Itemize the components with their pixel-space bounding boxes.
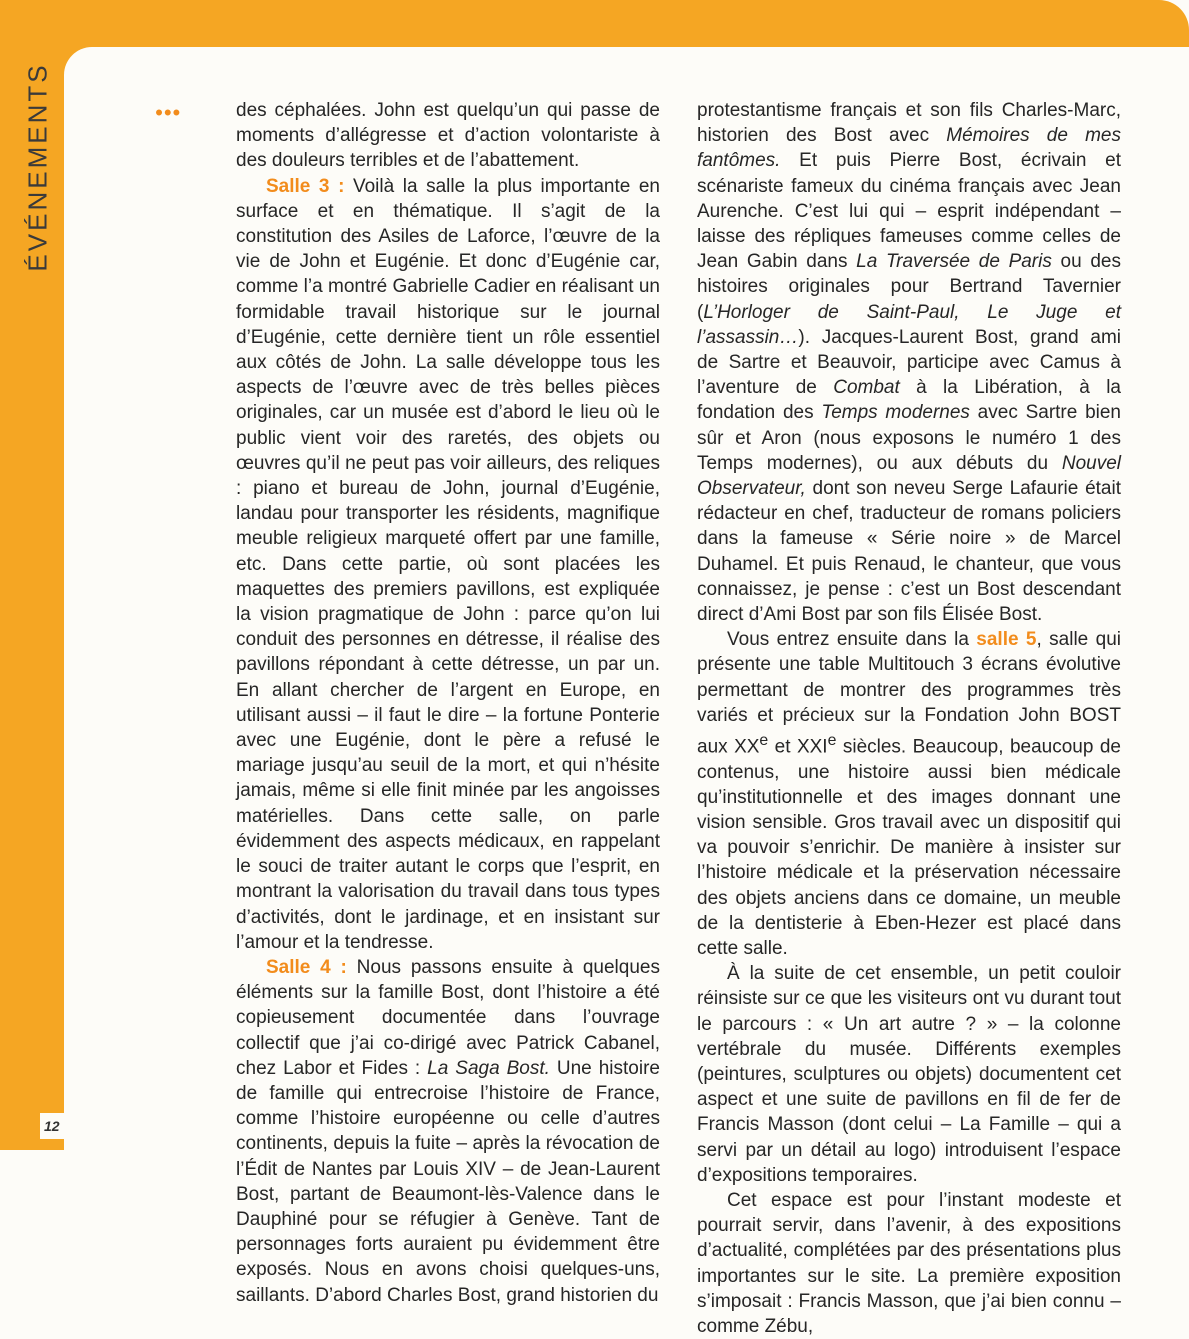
room-label: Salle 3 : bbox=[266, 175, 345, 197]
work-title: Nouvel Observateur, bbox=[697, 452, 1121, 500]
section-label bbox=[18, 52, 58, 282]
room-label: salle 5 bbox=[976, 629, 1037, 651]
work-title: Temps modernes bbox=[821, 402, 970, 424]
work-title: Combat bbox=[833, 377, 900, 399]
book-title: La Saga Bost. bbox=[427, 1057, 550, 1079]
left-text-column bbox=[236, 98, 660, 1308]
paragraph: Vous entrez ensuite dans la salle 5, salle qui présente une table Multitouch 3 écrans évolutive permettant de montrer des programmes très variés et précieux sur la Fondation John BOST aux XXe et XXIe siècles. Beaucoup, beaucoup de contenus, une histoire aussi bien médicale qu’institutionnelle et des images donnant une vision sensible. Gros travail avec un dispositif qui va pouvoir s’enrichir. De manière à insister sur l’histoire médicale et la préservation nécessaire des objets anciens dans ce domaine, un meuble de la dentisterie à Eben-Hezer est placé dans cette salle. bbox=[697, 629, 1121, 960]
paragraph: protestantisme français et son fils Charles-Marc, historien des Bost avec Mémoires de mes fantômes. Et puis Pierre Bost, écrivain et scénariste fameux du cinéma français avec Jean Aurenche. C’est lui qui – esprit indépendant – laisse des répliques fameuses comme celles de Jean Gabin dans La Traversée de Paris ou des histoires originales pour Bertrand Tavernier (L’Horloger de Saint-Paul, Le Juge et l’assassin…). Jacques-Laurent Bost, grand ami de Sartre et Beauvoir, participe avec Camus à l’aventure de Combat à la Libération, à la fondation des Temps modernes avec Sartre bien sûr et Aron (nous exposons le numéro 1 des Temps modernes), ou aux débuts du Nouvel Observateur, dont son neveu Serge Lafaurie était rédacteur en chef, traducteur de romans policiers dans la fameuse « Série noire » de Marcel Duhamel. Et puis Renaud, le chanteur, que vous connaissez, je pense : c’est un Bost descendant direct d’Ami Bost par son fils Élisée Bost. bbox=[697, 100, 1121, 626]
bullet-dots-icon: ••• bbox=[155, 100, 182, 125]
paragraph: des céphalées. John est quelqu’un qui passe de moments d’allégresse et d’action volontariste à des douleurs terribles et de l’abattement. bbox=[236, 100, 660, 172]
work-title: Mémoires de mes fantômes. bbox=[697, 125, 1121, 172]
paragraph: Salle 3 : Voilà la salle la plus importante en surface et en thématique. Il s’agit de la constitution des Asiles de Laforce, l’œuvre de la vie de John et Eugénie. Et donc d’Eugénie car, comme l’a montré Gabrielle Cadier en réalisant un formidable travail historique sur le journal d’Eugénie, cette dernière tient un rôle essentiel aux côtés de John. La salle développe tous les aspects de l’œuvre avec de très belles pièces originales, car un musée est d’abord le lieu où le public vient voir des raretés, des objets ou œuvres qu’il ne peut pas voir ailleurs, des reliques : piano et bureau de John, journal d’Eugénie, landau pour transporter les résidents, magnifique meuble religieux marqueté offert par une famille, etc. Dans cette partie, où sont placées les maquettes des premiers pavillons, est expliquée la vision pragmatique de John : parce qu’on lui conduit des personnes en détresse, il réalise des pavillons répondant à cette détresse, un par un. En allant chercher de l’argent en Europe, en utilisant aussi – il faut le dire – la fortune Ponterie avec une Eugénie, dont le père a refusé le mariage jusqu’au seuil de la mort, et qui n’hésite jamais, même si elle finit minée par les angoisses matérielles. Dans cette salle, on parle évidemment des aspects médicaux, en rappelant le souci de traiter autant le corps que l’esprit, en montrant la valorisation du travail dans tous types d’activités, dont le jardinage, et en insistant sur l’amour et la tendresse. bbox=[236, 175, 660, 953]
room-label: Salle 4 : bbox=[266, 956, 347, 978]
work-title: L’Horloger de Saint-Paul, Le Juge et l’assassin… bbox=[697, 301, 1121, 348]
paragraph: Salle 4 : Nous passons ensuite à quelques éléments sur la famille Bost, dont l’histoire a été copieusement documentée dans l’ouvrage collectif que j’ai co-dirigé avec Patrick Cabanel, chez Labor et Fides : La Saga Bost. Une histoire de famille qui entrecroise l’histoire de France, comme l’histoire européenne ou celle d’autres continents, depuis la fuite – après la révocation de l’Édit de Nantes par Louis XIV – de Jean-Laurent Bost, partant de Beaumont-lès-Valence dans le Dauphiné pour se réfugier à Genève. Tant de personnages forts auraient pu évidemment être exposés. Nous en avons choisi quelques-uns, saillants. D’abord Charles Bost, grand historien du bbox=[236, 956, 660, 1306]
paragraph: Cet espace est pour l’instant modeste et pourrait servir, dans l’avenir, à des expositions d’actualité, complétées par des présentations plus importantes sur le site. La première exposition s’imposait : Francis Masson, que j’ai bien connu – comme Zébu, bbox=[697, 1190, 1121, 1338]
work-title: La Traversée de Paris bbox=[856, 251, 1052, 273]
page-number: 12 bbox=[40, 1113, 72, 1139]
section-label-text: ÉVÉNEMENTS bbox=[22, 62, 53, 272]
right-text-column bbox=[697, 98, 1121, 1339]
paragraph: À la suite de cet ensemble, un petit couloir réinsiste sur ce que les visiteurs ont vu durant tout le parcours : « Un art autre ? » – la colonne vertébrale du musée. Différents exemples (peintures, sculptures ou objets) documentent cet aspect et une suite de pavillons en fil de fer de Francis Masson (dont celui – La Famille – qui a servi par un détail au logo) introduisent l’espace d’expositions temporaires. bbox=[697, 963, 1121, 1186]
